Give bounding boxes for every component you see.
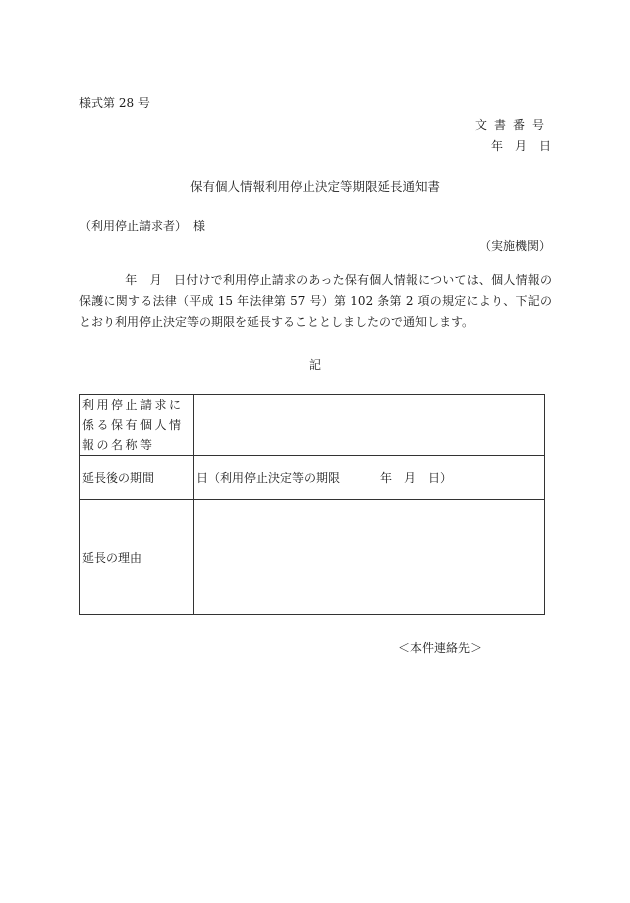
info-name-value bbox=[194, 395, 545, 456]
form-number: 様式第 28 号 bbox=[79, 96, 150, 110]
document-title: 保有個人情報利用停止決定等期限延長通知書 bbox=[189, 179, 440, 194]
body-paragraph bbox=[79, 270, 552, 333]
table-row bbox=[80, 395, 545, 456]
recipient-line: （利用停止請求者） 様 bbox=[79, 219, 206, 233]
extension-reason-value bbox=[194, 500, 545, 615]
extension-reason-label: 延長の理由 bbox=[80, 500, 194, 615]
issuing-agency: （実施機関） bbox=[478, 239, 551, 253]
document-number-label: 文書番号 bbox=[474, 118, 551, 132]
extended-period-label: 延長後の期間 bbox=[80, 456, 194, 500]
date-line: 年 月 日 bbox=[490, 139, 551, 153]
contact-heading: ＜本件連絡先＞ bbox=[398, 641, 483, 655]
deadline-date: 年 月 日） bbox=[380, 471, 453, 485]
ki-heading: 記 bbox=[308, 358, 321, 372]
extended-period-value bbox=[194, 456, 545, 500]
body-lead-text: 年 月 日付けで利用停止請求のあった保有個人情報については、個人情報の保護に関する法律（平成 15 年法律第 57 号）第 102 条第 2 項の規定により、下記のとおり利用停止決定等の期限を延長することとしましたので通知します。 bbox=[79, 273, 552, 329]
table-row bbox=[80, 456, 545, 500]
details-table bbox=[79, 394, 545, 615]
extended-period-text: 日（利用停止決定等の期限 bbox=[196, 471, 341, 485]
info-name-label: 利用停止請求に係る保有個人情報の名称等 bbox=[80, 395, 194, 456]
table-row bbox=[80, 500, 545, 615]
